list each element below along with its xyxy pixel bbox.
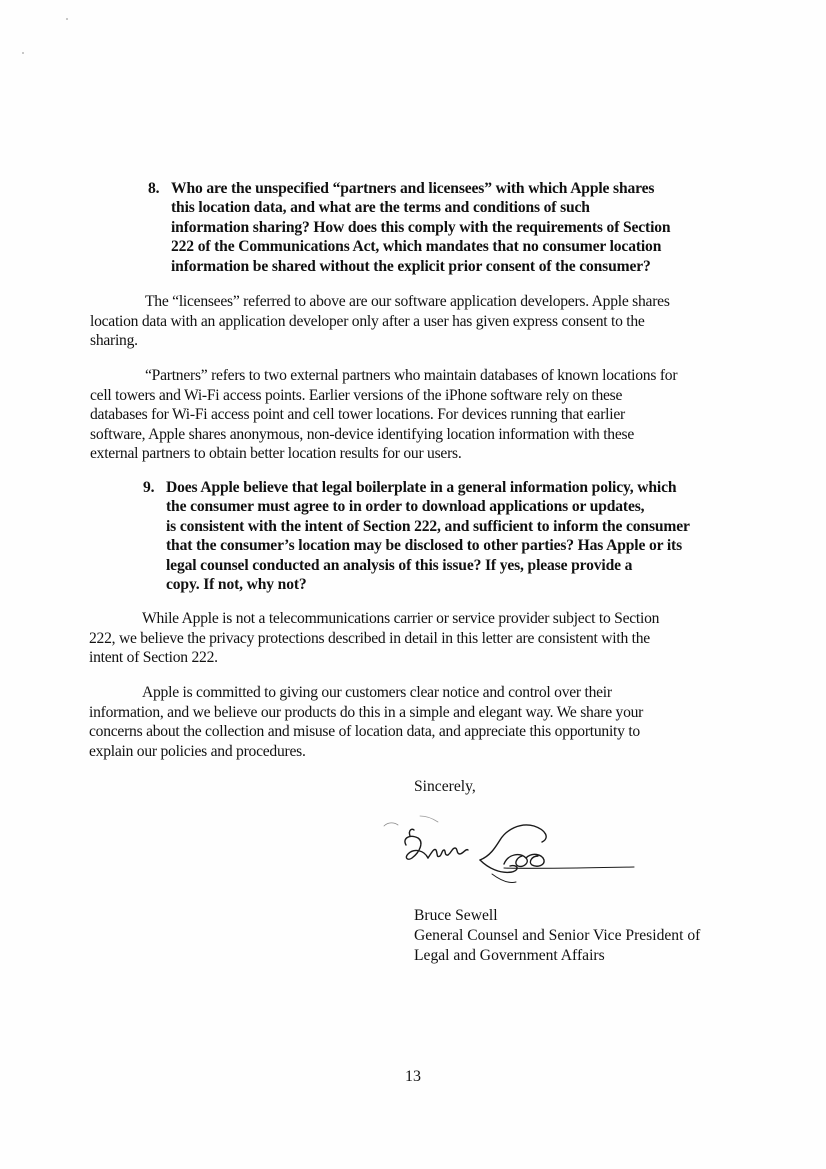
question-8-line: information sharing? How does this comply with the requirements of Section xyxy=(171,218,671,236)
question-9-line: Does Apple believe that legal boilerplate in a general information policy, which xyxy=(166,479,677,496)
paragraph-line: explain our policies and procedures. xyxy=(89,742,306,760)
question-8-line: Who are the unspecified “partners and licensees” with which Apple shares xyxy=(171,180,655,197)
paragraph-line: software, Apple shares anonymous, non-device identifying location information with these xyxy=(90,425,635,443)
handwritten-signature xyxy=(380,808,650,888)
paragraph-line: location data with an application developer only after a user has given express consent to the xyxy=(90,312,645,330)
signatory-name: Bruce Sewell xyxy=(414,907,498,924)
scan-speck xyxy=(22,52,24,54)
salutation xyxy=(414,777,476,797)
salutation-text: Sincerely, xyxy=(414,778,476,795)
paragraph-line: 222, we believe the privacy protections described in detail in this letter are consistent with the xyxy=(89,629,650,647)
paragraph-line: intent of Section 222. xyxy=(89,649,218,667)
paragraph-line: While Apple is not a telecommunications carrier or service provider subject to Section xyxy=(142,610,660,627)
question-8-line: 222 of the Communications Act, which mandates that no consumer location xyxy=(171,238,662,256)
paragraph-line: databases for Wi-Fi access point and cell tower locations. For devices running that earlier xyxy=(90,406,625,424)
question-8 xyxy=(148,179,671,276)
question-8-line: this location data, and what are the terms and conditions of such xyxy=(171,199,590,217)
question-9-line: the consumer must agree to in order to download applications or updates, xyxy=(166,498,645,516)
paragraph-line: “Partners” refers to two external partners who maintain databases of known locations for xyxy=(145,367,678,384)
paragraph-line: information, and we believe our products do this in a simple and elegant way. We share your xyxy=(89,703,644,721)
question-9-line: is consistent with the intent of Section 222, and sufficient to inform the consumer xyxy=(166,517,690,535)
question-9-line: legal counsel conducted an analysis of this issue? If yes, please provide a xyxy=(166,556,633,574)
answer-8-partners xyxy=(90,366,677,464)
page-number: 13 xyxy=(405,1068,421,1085)
question-9-line: that the consumer’s location may be disclosed to other parties? Has Apple or its xyxy=(166,537,682,555)
question-9-line: copy. If not, why not? xyxy=(166,576,307,594)
scan-speck xyxy=(66,18,68,20)
question-9-number: 9. xyxy=(143,479,155,496)
signatory-title: General Counsel and Senior Vice President of xyxy=(414,926,701,944)
question-8-line: information be shared without the explicit prior consent of the consumer? xyxy=(171,257,651,275)
signatory xyxy=(414,906,700,965)
paragraph-line: external partners to obtain better location results for our users. xyxy=(90,445,462,463)
paragraph-line: Apple is committed to giving our customers clear notice and control over their xyxy=(142,684,612,701)
answer-9 xyxy=(89,609,659,668)
paragraph-line: sharing. xyxy=(90,332,138,350)
paragraph-line: concerns about the collection and misuse of location data, and appreciate this opportunity to xyxy=(89,723,640,741)
question-9 xyxy=(143,478,690,594)
question-8-number: 8. xyxy=(148,180,160,197)
signatory-title: Legal and Government Affairs xyxy=(414,946,605,964)
paragraph-line: cell towers and Wi-Fi access points. Earlier versions of the iPhone software rely on these xyxy=(90,386,623,404)
closing-paragraph xyxy=(89,683,643,761)
paragraph-line: The “licensees” referred to above are our software application developers. Apple shares xyxy=(145,293,670,310)
answer-8-licensees xyxy=(90,292,670,351)
